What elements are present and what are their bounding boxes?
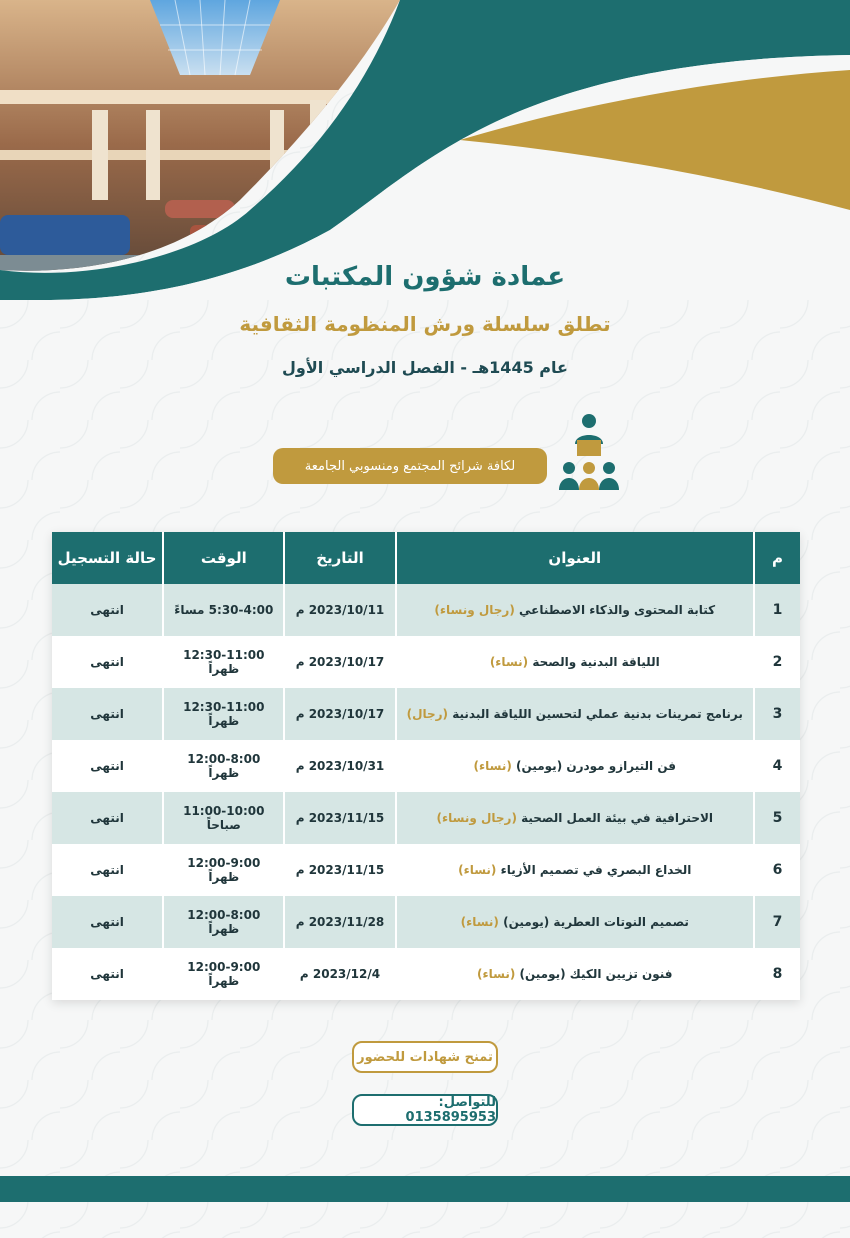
audience-tag: (رجال ونساء) xyxy=(436,811,517,825)
table-header-row xyxy=(52,532,800,584)
workshop-schedule-table xyxy=(52,532,800,1000)
row-date: 2023/10/17 م xyxy=(284,636,395,688)
row-num: 6 xyxy=(754,844,800,896)
audience-tag: (رجال) xyxy=(406,707,449,721)
row-status: انتهى xyxy=(52,844,163,896)
row-num: 4 xyxy=(754,740,800,792)
col-header-status: حالة التسجيل xyxy=(52,532,163,584)
workshop-title: برنامج تمرينات بدنية عملي لتحسين اللياقة البدنية xyxy=(452,707,743,721)
contact-badge: للتواصل: 0135895953 xyxy=(352,1094,498,1126)
row-date: 2023/11/15 م xyxy=(284,792,395,844)
row-title xyxy=(396,792,754,844)
row-status: انتهى xyxy=(52,740,163,792)
workshop-title: الخداع البصري في تصميم الأزياء xyxy=(500,863,692,877)
table-row xyxy=(52,740,800,792)
row-date: 2023/10/31 م xyxy=(284,740,395,792)
row-title xyxy=(396,688,754,740)
row-title xyxy=(396,896,754,948)
table-row xyxy=(52,688,800,740)
row-time: 5:30-4:00 مساءً xyxy=(163,584,284,636)
row-title xyxy=(396,948,754,1000)
row-num: 8 xyxy=(754,948,800,1000)
row-num: 1 xyxy=(754,584,800,636)
row-time: 12:30-11:00 ظهراً xyxy=(163,636,284,688)
term-label: عام 1445هـ - الفصل الدراسي الأول xyxy=(282,358,568,377)
workshop-title: تصميم النوتات العطرية (يومين) xyxy=(503,915,689,929)
audience-tag: (نساء) xyxy=(458,863,497,877)
table-row xyxy=(52,636,800,688)
row-time: 12:00-9:00 ظهراً xyxy=(163,844,284,896)
row-time: 12:00-9:00 ظهراً xyxy=(163,948,284,1000)
row-date: 2023/11/15 م xyxy=(284,844,395,896)
footer-bar xyxy=(0,1176,850,1202)
presenter-audience-icon xyxy=(556,412,622,492)
table-row xyxy=(52,948,800,1000)
col-header-title: العنوان xyxy=(396,532,754,584)
table-row xyxy=(52,792,800,844)
audience-tag: (نساء) xyxy=(476,967,516,981)
row-status: انتهى xyxy=(52,896,163,948)
row-time: 12:30-11:00 ظهراً xyxy=(163,688,284,740)
audience-tag: (نساء) xyxy=(489,655,529,669)
workshop-title: اللياقة البدنية والصحة xyxy=(532,655,660,669)
row-title xyxy=(396,636,754,688)
table-row xyxy=(52,584,800,636)
certificates-badge: تمنح شهادات للحضور xyxy=(352,1041,498,1073)
row-status: انتهى xyxy=(52,948,163,1000)
row-title xyxy=(396,740,754,792)
row-time: 12:00-8:00 ظهراً xyxy=(163,740,284,792)
table-row xyxy=(52,896,800,948)
workshop-title: الاحترافية في بيئة العمل الصحية xyxy=(521,811,714,825)
row-num: 7 xyxy=(754,896,800,948)
page-subtitle: تطلق سلسلة ورش المنظومة الثقافية xyxy=(239,312,611,336)
row-time: 12:00-8:00 ظهراً xyxy=(163,896,284,948)
row-title xyxy=(396,844,754,896)
audience-badge: لكافة شرائح المجتمع ومنسوبي الجامعة xyxy=(273,448,547,484)
col-header-num: م xyxy=(754,532,800,584)
header-photo-banner xyxy=(0,0,850,300)
workshop-title: فنون تزيين الكيك (يومين) xyxy=(519,967,673,981)
page-title: عمادة شؤون المكتبات xyxy=(284,262,566,292)
row-num: 3 xyxy=(754,688,800,740)
row-status: انتهى xyxy=(52,584,163,636)
workshop-title: كتابة المحتوى والذكاء الاصطناعي xyxy=(519,603,716,617)
col-header-time: الوقت xyxy=(163,532,284,584)
workshop-title: فن التيرازو مودرن (يومين) xyxy=(516,759,676,773)
row-status: انتهى xyxy=(52,688,163,740)
audience-tag: (رجال ونساء) xyxy=(434,603,515,617)
row-time: 11:00-10:00 صباحاً xyxy=(163,792,284,844)
row-date: 2023/10/17 م xyxy=(284,688,395,740)
row-date: 2023/11/28 م xyxy=(284,896,395,948)
row-num: 2 xyxy=(754,636,800,688)
row-date: 2023/10/11 م xyxy=(284,584,395,636)
table-row xyxy=(52,844,800,896)
row-status: انتهى xyxy=(52,636,163,688)
audience-tag: (نساء) xyxy=(473,759,512,773)
row-date: 2023/12/4 م xyxy=(284,948,395,1000)
row-num: 5 xyxy=(754,792,800,844)
row-status: انتهى xyxy=(52,792,163,844)
audience-tag: (نساء) xyxy=(460,915,499,929)
col-header-date: التاريخ xyxy=(284,532,395,584)
row-title xyxy=(396,584,754,636)
